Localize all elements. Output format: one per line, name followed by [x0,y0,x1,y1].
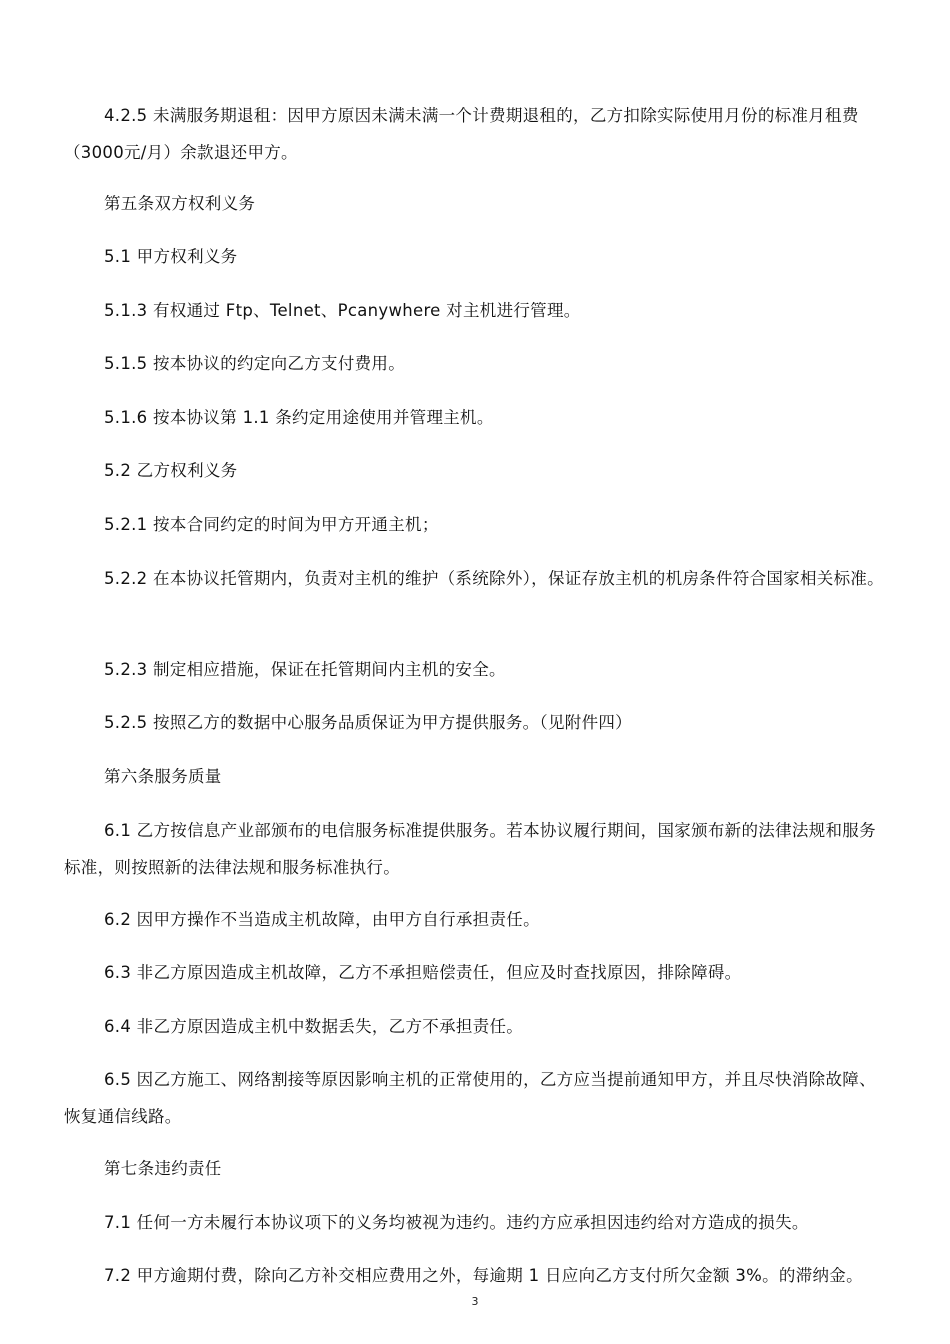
paragraph-5-2-1: 5.2.1 按本合同约定的时间为甲方开通主机； [104,514,439,534]
section-heading-7: 第七条违约责任 [104,1158,222,1178]
paragraph-5-2-5: 5.2.5 按照乙方的数据中心服务品质保证为甲方提供服务。（见附件四） [104,712,632,732]
paragraph-6-4: 6.4 非乙方原因造成主机中数据丢失，乙方不承担责任。 [104,1016,524,1036]
paragraph-6-2: 6.2 因甲方操作不当造成主机故障，由甲方自行承担责任。 [104,909,540,929]
paragraph-7-2: 7.2 甲方逾期付费，除向乙方补交相应费用之外，每逾期 1 日应向乙方支付所欠金额 3%。的滞纳金。 [104,1265,863,1285]
paragraph-5-2-3: 5.2.3 制定相应措施，保证在托管期间内主机的安全。 [104,659,506,679]
paragraph-6-5: 6.5 因乙方施工、网络割接等原因影响主机的正常使用的，乙方应当提前通知甲方，并且尽快消除故障、恢复通信线路。 [64,1069,876,1126]
paragraph-6-3: 6.3 非乙方原因造成主机故障，乙方不承担赔偿责任，但应及时查找原因，排除障碍。 [104,962,742,982]
page-number: 3 [471,1295,479,1308]
paragraph-5-1-5: 5.1.5 按本协议的约定向乙方支付费用。 [104,353,406,373]
paragraph-5-2: 5.2 乙方权利义务 [104,460,238,480]
section-heading-6: 第六条服务质量 [104,766,222,786]
paragraph-5-1: 5.1 甲方权利义务 [104,246,238,266]
paragraph-4-2-5: 4.2.5 未满服务期退租：因甲方原因未满未满一个计费期退租的，乙方扣除实际使用月份的标准月租费（3000元/月）余款退还甲方。 [64,105,859,162]
section-heading-5: 第五条双方权利义务 [104,193,256,213]
paragraph-5-1-6: 5.1.6 按本协议第 1.1 条约定用途使用并管理主机。 [104,407,494,427]
paragraph-5-1-3: 5.1.3 有权通过 Ftp、Telnet、Pcanywhere 对主机进行管理。 [104,300,581,320]
paragraph-5-2-2: 5.2.2 在本协议托管期内，负责对主机的维护（系统除外），保证存放主机的机房条件符合国家相关标准。 [104,568,884,588]
paragraph-7-1: 7.1 任何一方未履行本协议项下的义务均被视为违约。违约方应承担因违约给对方造成的损失。 [104,1212,809,1232]
paragraph-6-1: 6.1 乙方按信息产业部颁布的电信服务标准提供服务。若本协议履行期间，国家颁布新的法律法规和服务标准，则按照新的法律法规和服务标准执行。 [64,820,876,877]
